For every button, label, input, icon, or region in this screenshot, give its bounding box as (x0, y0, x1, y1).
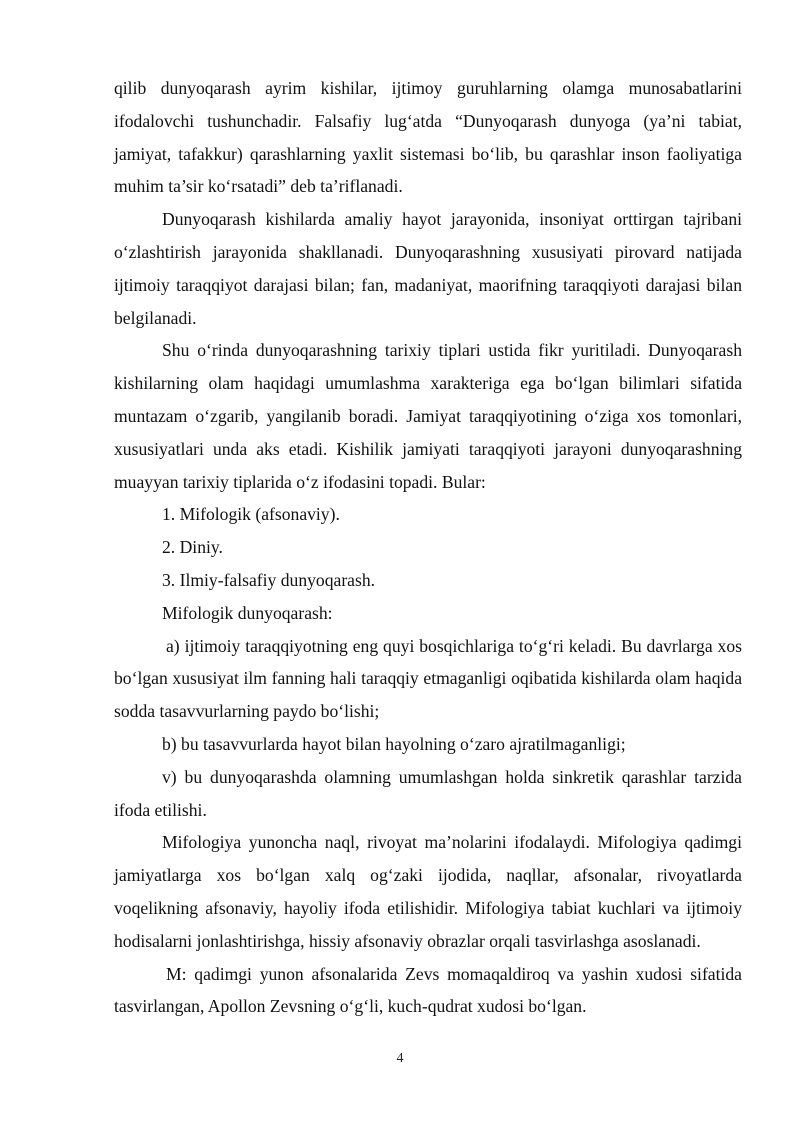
page-number: 4 (396, 1051, 404, 1066)
list-item-b: b) bu tasavvurlarda hayot bilan hayolning o‘zaro ajratilmaganligi; (162, 733, 626, 754)
list-item-a: a) ijtimoiy taraqqiyotning eng quyi bosqichlariga to‘g‘ri keladi. Bu davrlarga xos bo‘lgan xususiyat ilm fanning hali taraqqiy etmaganligi oqibatida kishilarda olam haqida sodda tasavvurlarning paydo bo‘lishi; (114, 635, 742, 722)
list-item-v: v) bu dunyoqarashda olamning umumlashgan holda sinkretik qarashlar tarzida ifoda etilishi. (114, 766, 742, 820)
page-body (114, 72, 742, 1023)
paragraph-historical-types: Shu o‘rinda dunyoqarashning tarixiy tiplari ustida fikr yuritiladi. Dunyoqarash kishilarning olam haqidagi umumlashma xarakteriga ega bo‘lgan bilimlari sifatida muntazam o‘zgarib, yangilanib boradi. Jamiyat taraqqiyotining o‘ziga xos tomonlari, xususiyatlari unda aks etadi. Kishilik jamiyati taraqqiyoti jarayoni dunyoqarashning muayyan tarixiy tiplarida o‘z ifodasini topadi. Bular: (114, 340, 742, 492)
subheading-mythological-worldview: Mifologik dunyoqarash: (162, 602, 333, 623)
list-item-scientific-philosophical: 3. Ilmiy-falsafiy dunyoqarash. (162, 569, 376, 590)
paragraph-mythology-definition: Mifologiya yunoncha naql, rivoyat ma’nolarini ifodalaydi. Mifologiya qadimgi jamiyatlarga xos bo‘lgan xalq og‘zaki ijodida, naqllar, afsonalar, rivoyatlarda voqelikning afsonaviy, hayoliy ifoda etilishidir. Mifologiya tabiat kuchlari va ijtimoiy hodisalarni jonlashtirishga, hissiy afsonaviy obrazlar orqali tasvirlashga asoslanadi. (114, 832, 742, 951)
list-item-mythological: 1. Mifologik (afsonaviy). (162, 504, 340, 525)
paragraph-example: M: qadimgi yunon afsonalarida Zevs momaqaldiroq va yashin xudosi sifatida tasvirlangan, Apollon Zevsning o‘g‘li, kuch-qudrat xudosi bo‘lgan. (114, 963, 742, 1017)
list-item-religious: 2. Diniy. (162, 537, 223, 558)
paragraph-continuation: qilib dunyoqarash ayrim kishilar, ijtimoy guruhlarning olamga munosabatlarini ifodalovchi tushunchadir. Falsafiy lug‘atda “Dunyoqarash dunyoga (ya’ni tabiat, jamiyat, tafakkur) qarashlarning yaxlit sistemasi bo‘lib, bu qarashlar inson faoliyatiga muhim ta’sir ko‘rsatadi” deb ta’riflanadi. (114, 78, 742, 197)
paragraph-worldview-formation: Dunyoqarash kishilarda amaliy hayot jarayonida, insoniyat orttirgan tajribani o‘zlashtirish jarayonida shakllanadi. Dunyoqarashning xususiyati pirovard natijada ijtimoiy taraqqiyot darajasi bilan; fan, madaniyat, maorifning taraqqiyoti darajasi bilan belgilanadi. (114, 209, 742, 328)
